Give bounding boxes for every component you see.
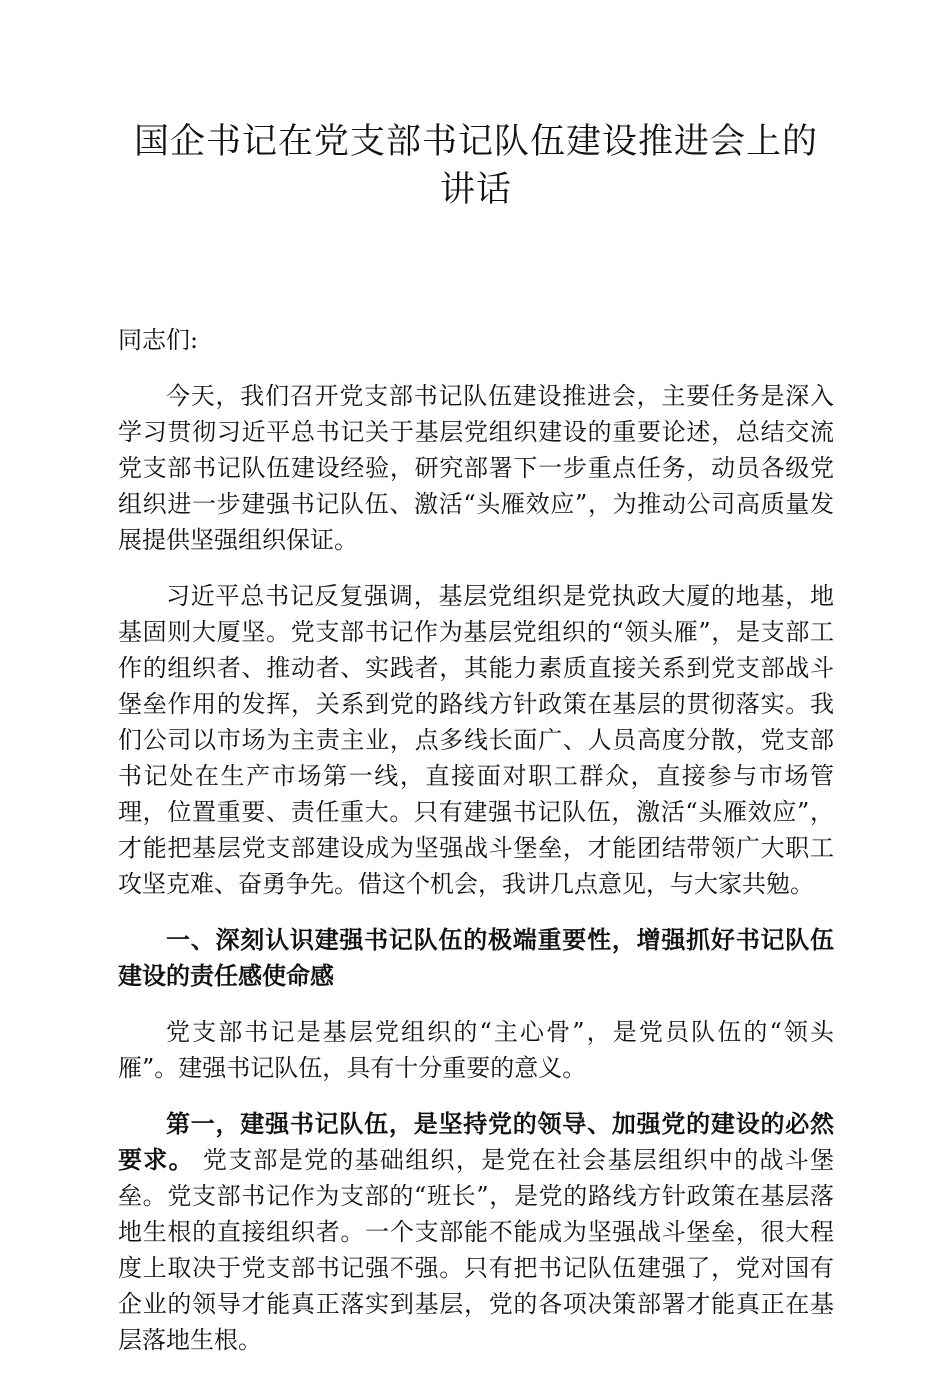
point-body-1: 党支部是党的基础组织，是党在社会基层组织中的战斗堡垒。党支部书记作为支部的“班长”，是党的路线方针政策在基层落地生根的直接组织者。一个支部能不能成为坚强战斗堡垒，很大程度上取决于党支部书记强不强。只有把书记队伍建强了，党对国有企业的领导才能真正落实到基层，党的各项决策部署才能真正在基层落地生根。: [118, 1146, 834, 1354]
paragraph-background: 习近平总书记反复强调，基层党组织是党执政大厦的地基，地基固则大厦坚。党支部书记作为基层党组织的“领头雁”，是支部工作的组织者、推动者、实践者，其能力素质直接关系到党支部战斗堡垒作用的发挥，关系到党的路线方针政策在基层的贯彻落实。我们公司以市场为主责主业，点多线长面广、人员高度分散，党支部书记处在生产市场第一线，直接面对职工群众，直接参与市场管理，位置重要、责任重大。只有建强书记队伍，激活“头雁效应”，才能把基层党支部建设成为坚强战斗堡垒，才能团结带领广大职工攻坚克难、奋勇争先。借这个机会，我讲几点意见，与大家共勉。: [118, 582, 834, 898]
document-title: 国企书记在党支部书记队伍建设推进会上的讲话: [133, 122, 818, 210]
section-heading-1: 一、深刻认识建强书记队伍的极端重要性，增强抓好书记队伍建设的责任感使命感: [118, 925, 834, 990]
greeting: 同志们:: [118, 326, 199, 354]
paragraph-intro: 今天，我们召开党支部书记队伍建设推进会，主要任务是深入学习贯彻习近平总书记关于基层党组织建设的重要论述，总结交流党支部书记队伍建设经验，研究部署下一步重点任务，动员各级党组织进一步建强书记队伍、激活“头雁效应”，为推动公司高质量发展提供坚强组织保证。: [118, 382, 834, 554]
section-intro-1: 党支部书记是基层党组织的“主心骨”，是党员队伍的“领头雁”。建强书记队伍，具有十分重要的意义。: [118, 1018, 834, 1082]
point-paragraph-1: [118, 1106, 834, 1358]
document-body: [118, 322, 834, 1378]
point-lead-1: 第一，建强书记队伍，是坚持党的领导、加强党的建设的必然要求。: [118, 1109, 834, 1174]
